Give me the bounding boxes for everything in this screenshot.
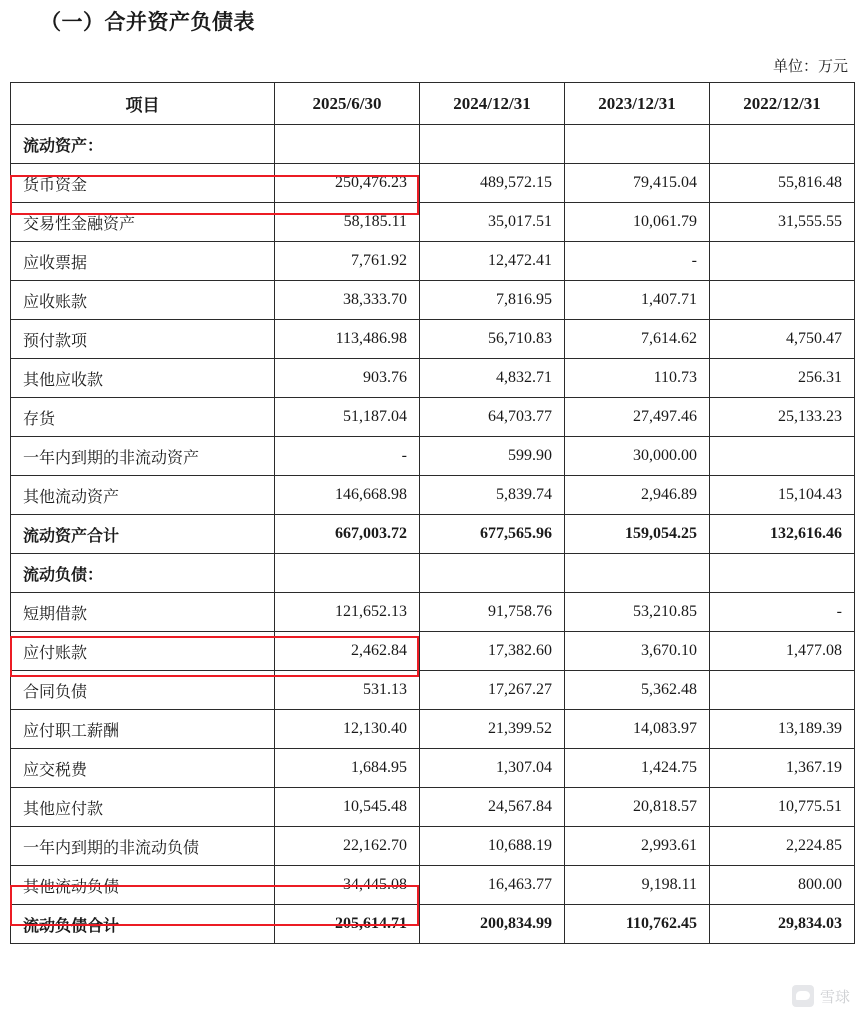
table-body [11, 125, 855, 944]
row-value [710, 125, 855, 164]
row-value [565, 125, 710, 164]
row-value: 256.31 [710, 359, 855, 398]
row-value: - [275, 437, 420, 476]
row-value: 677,565.96 [420, 515, 565, 554]
row-value: 17,267.27 [420, 671, 565, 710]
row-label: 应付账款 [11, 632, 275, 671]
row-value: 3,670.10 [565, 632, 710, 671]
row-value: 12,472.41 [420, 242, 565, 281]
row-value: 15,104.43 [710, 476, 855, 515]
row-value: 113,486.98 [275, 320, 420, 359]
row-value: 4,832.71 [420, 359, 565, 398]
row-value: 38,333.70 [275, 281, 420, 320]
row-value: 27,497.46 [565, 398, 710, 437]
column-header-2023: 2023/12/31 [565, 83, 710, 125]
table-row [11, 125, 855, 164]
column-header-2022: 2022/12/31 [710, 83, 855, 125]
table-row [11, 866, 855, 905]
row-label: 一年内到期的非流动资产 [11, 437, 275, 476]
row-value: 489,572.15 [420, 164, 565, 203]
row-label: 其他应收款 [11, 359, 275, 398]
table-row [11, 281, 855, 320]
row-value [710, 437, 855, 476]
table-row [11, 320, 855, 359]
row-value: 7,816.95 [420, 281, 565, 320]
row-label: 流动资产： [11, 125, 275, 164]
row-value: 22,162.70 [275, 827, 420, 866]
row-value: 800.00 [710, 866, 855, 905]
row-label: 其他流动资产 [11, 476, 275, 515]
row-value [710, 671, 855, 710]
row-value: 30,000.00 [565, 437, 710, 476]
row-value: 34,445.08 [275, 866, 420, 905]
row-value: 1,424.75 [565, 749, 710, 788]
row-value: 132,616.46 [710, 515, 855, 554]
table-row [11, 788, 855, 827]
row-value [420, 554, 565, 593]
row-value: 531.13 [275, 671, 420, 710]
table-row [11, 905, 855, 944]
row-label: 流动负债： [11, 554, 275, 593]
table-row [11, 398, 855, 437]
row-value: 10,775.51 [710, 788, 855, 827]
table-row [11, 437, 855, 476]
row-label: 货币资金 [11, 164, 275, 203]
row-value: 599.90 [420, 437, 565, 476]
row-value [710, 242, 855, 281]
table-row [11, 671, 855, 710]
table-row [11, 164, 855, 203]
row-value: 14,083.97 [565, 710, 710, 749]
row-value: 35,017.51 [420, 203, 565, 242]
row-value: 1,407.71 [565, 281, 710, 320]
row-value [275, 554, 420, 593]
row-value: 110.73 [565, 359, 710, 398]
row-value: 91,758.76 [420, 593, 565, 632]
row-label: 应交税费 [11, 749, 275, 788]
row-value: 56,710.83 [420, 320, 565, 359]
table-row [11, 476, 855, 515]
row-value: 667,003.72 [275, 515, 420, 554]
row-value: 12,130.40 [275, 710, 420, 749]
row-value: 10,688.19 [420, 827, 565, 866]
row-label: 短期借款 [11, 593, 275, 632]
table-row [11, 515, 855, 554]
column-header-2025: 2025/6/30 [275, 83, 420, 125]
row-value [275, 125, 420, 164]
row-value: 58,185.11 [275, 203, 420, 242]
row-value: 24,567.84 [420, 788, 565, 827]
row-value: 159,054.25 [565, 515, 710, 554]
row-label: 应收票据 [11, 242, 275, 281]
row-value: 17,382.60 [420, 632, 565, 671]
row-value: 2,462.84 [275, 632, 420, 671]
row-value: 146,668.98 [275, 476, 420, 515]
row-value: - [710, 593, 855, 632]
row-value [565, 554, 710, 593]
row-value: 1,684.95 [275, 749, 420, 788]
row-value: 2,946.89 [565, 476, 710, 515]
row-value: 53,210.85 [565, 593, 710, 632]
row-value: 16,463.77 [420, 866, 565, 905]
row-value: 1,367.19 [710, 749, 855, 788]
row-value: 79,415.04 [565, 164, 710, 203]
row-value: 7,761.92 [275, 242, 420, 281]
row-value: 13,189.39 [710, 710, 855, 749]
page-title: （一）合并资产负债表 [40, 10, 255, 34]
row-value: 110,762.45 [565, 905, 710, 944]
row-label: 其他流动负债 [11, 866, 275, 905]
row-value: 205,614.71 [275, 905, 420, 944]
table-row [11, 359, 855, 398]
watermark-label: 雪球 [819, 988, 850, 1006]
row-value: 200,834.99 [420, 905, 565, 944]
row-value [420, 125, 565, 164]
row-value: 1,477.08 [710, 632, 855, 671]
row-value: 7,614.62 [565, 320, 710, 359]
row-value: 903.76 [275, 359, 420, 398]
row-label: 应付职工薪酬 [11, 710, 275, 749]
row-value: - [565, 242, 710, 281]
row-label: 交易性金融资产 [11, 203, 275, 242]
row-label: 合同负债 [11, 671, 275, 710]
row-value: 10,061.79 [565, 203, 710, 242]
table-row [11, 710, 855, 749]
row-value: 51,187.04 [275, 398, 420, 437]
row-value: 9,198.11 [565, 866, 710, 905]
row-value: 2,993.61 [565, 827, 710, 866]
row-value: 250,476.23 [275, 164, 420, 203]
row-value: 25,133.23 [710, 398, 855, 437]
column-header-item: 项目 [11, 83, 275, 125]
table-row [11, 749, 855, 788]
xueqiu-logo-icon [792, 985, 814, 1007]
row-value: 10,545.48 [275, 788, 420, 827]
row-value: 21,399.52 [420, 710, 565, 749]
row-value: 29,834.03 [710, 905, 855, 944]
row-label: 存货 [11, 398, 275, 437]
watermark [792, 985, 850, 1007]
row-value: 55,816.48 [710, 164, 855, 203]
row-value: 5,839.74 [420, 476, 565, 515]
row-value: 5,362.48 [565, 671, 710, 710]
row-value: 31,555.55 [710, 203, 855, 242]
row-value: 4,750.47 [710, 320, 855, 359]
row-label: 流动资产合计 [11, 515, 275, 554]
table-row [11, 203, 855, 242]
row-value: 1,307.04 [420, 749, 565, 788]
row-label: 一年内到期的非流动负债 [11, 827, 275, 866]
row-value: 2,224.85 [710, 827, 855, 866]
balance-sheet-table [10, 82, 855, 944]
column-header-2024: 2024/12/31 [420, 83, 565, 125]
row-value [710, 281, 855, 320]
table-header-row [11, 83, 855, 125]
row-label: 预付款项 [11, 320, 275, 359]
row-value [710, 554, 855, 593]
row-label: 其他应付款 [11, 788, 275, 827]
row-label: 流动负债合计 [11, 905, 275, 944]
table-row [11, 827, 855, 866]
table-row [11, 593, 855, 632]
row-value: 121,652.13 [275, 593, 420, 632]
row-value: 64,703.77 [420, 398, 565, 437]
unit-note: 单位：万元 [772, 59, 848, 76]
row-value: 20,818.57 [565, 788, 710, 827]
table-row [11, 632, 855, 671]
table-row [11, 242, 855, 281]
row-label: 应收账款 [11, 281, 275, 320]
table-row [11, 554, 855, 593]
